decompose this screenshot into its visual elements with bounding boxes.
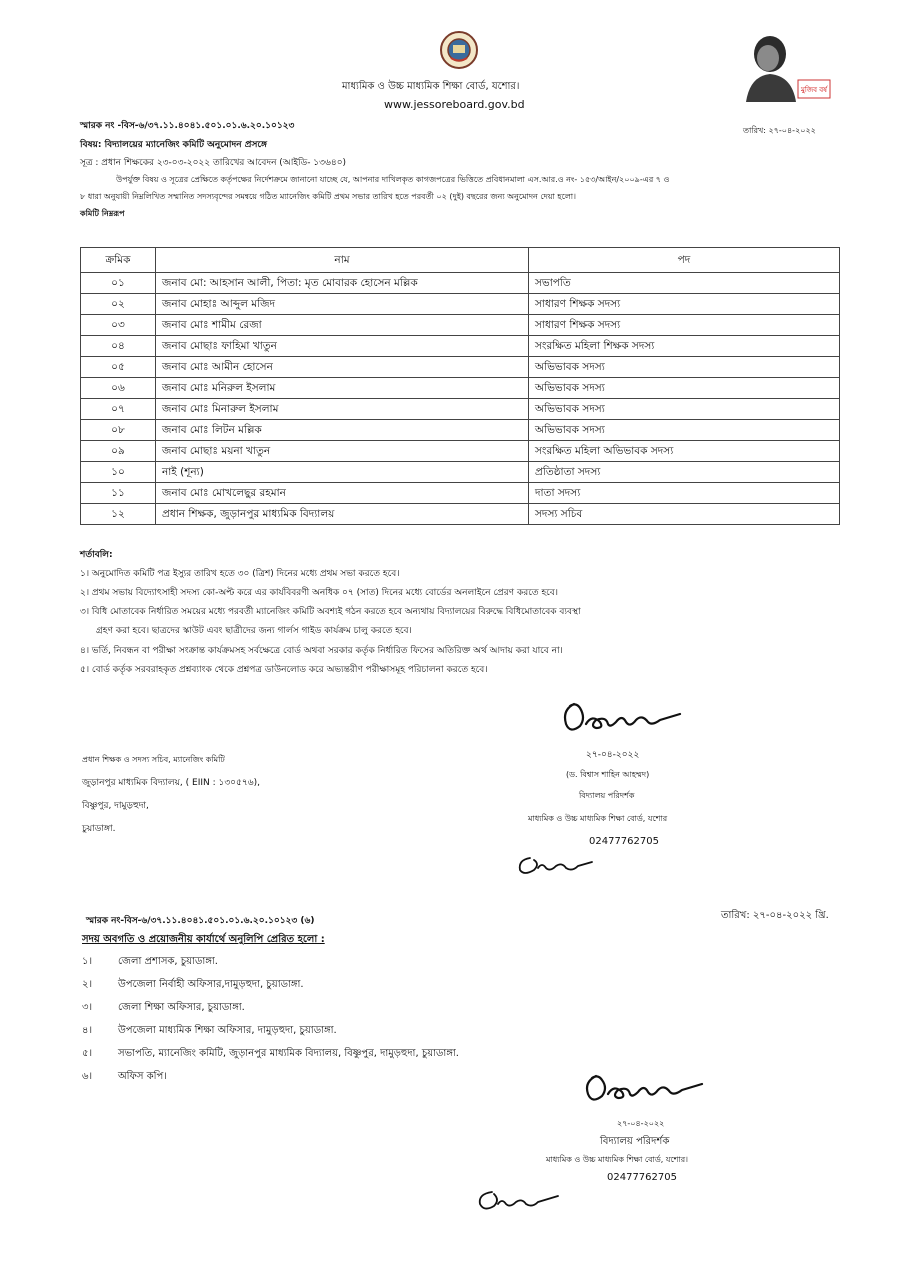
- memo-subject: বিষয়: বিদ্যালয়ের ম্যানেজিং কমিটি অনুমোদন প্রসঙ্গে: [80, 140, 268, 150]
- copy-list-item: ৬। অফিস কপি।: [82, 1071, 167, 1082]
- serial-cell: ০৫: [81, 357, 156, 378]
- table-row: [81, 294, 840, 315]
- member-name-cell: জনাব মোছাঃ ময়না খাতুন: [156, 441, 529, 462]
- serial-cell: ১০: [81, 462, 156, 483]
- condition-item: ১। অনুমোদিত কমিটি পত্র ইস্যুর তারিখ হতে ৩০ (ত্রিশ) দিনের মধ্যে প্রথম সভা করতে হবে।: [80, 569, 400, 579]
- copy-list-item: ২। উপজেলা নির্বাহী অফিসার,দামুড়হুদা, চুয়াডাঙ্গা.: [82, 979, 304, 990]
- member-position-cell: অভিভাবক সদস্য: [529, 357, 840, 378]
- serial-cell: ০৬: [81, 378, 156, 399]
- memo-source: সূত্র : প্রধান শিক্ষকের ২৩-০৩-২০২২ তারিখের আবেদন (আইডি- ১৩৬৪০): [80, 158, 347, 168]
- member-name-cell: নাই (শূন্য): [156, 462, 529, 483]
- member-position-cell: অভিভাবক সদস্য: [529, 420, 840, 441]
- member-name-cell: জনাব মোঃ মনিরুল ইসলাম: [156, 378, 529, 399]
- memo-date: তারিখ: ২৭-০৪-২০২২: [743, 126, 816, 135]
- table-header-row: [81, 248, 840, 273]
- table-row: [81, 336, 840, 357]
- conditions-heading: শর্তাবলি:: [80, 550, 113, 560]
- svg-text:মুজিব বর্ষ: মুজিব বর্ষ: [800, 86, 828, 94]
- member-name-cell: জনাব মোঃ মোখলেছুর রহমান: [156, 483, 529, 504]
- member-name-cell: জনাব মোঃ লিটন মল্লিক: [156, 420, 529, 441]
- member-position-cell: সংরক্ষিত মহিলা শিক্ষক সদস্য: [529, 336, 840, 357]
- table-row: [81, 357, 840, 378]
- condition-item: ৩। বিধি মোতাবেক নির্ধারিত সময়ের মধ্যে পরবর্তী ম্যানেজিং কমিটি অবশ্যই গঠন করতে হবে অন্যথায় বিদ্যালয়ের বিরুদ্ধে বিধিমোতাবেক ব্যবস্থা: [80, 607, 581, 617]
- initial-signature-image: [512, 848, 596, 878]
- column-header-name: নাম: [156, 248, 529, 273]
- memo-body-line-1: উপর্যুক্ত বিষয় ও সূত্রের প্রেক্ষিতে কর্তৃপক্ষের নির্দেশক্রমে জানানো যাচ্ছে যে, আপনার দাখিলকৃত কাগজপত্রের ভিত্তিতে প্রবিধানমালা এস.আর.ও নং- ১৫৩/আইন/২০০৯-এর ৭ ও: [116, 175, 670, 184]
- committee-heading: কমিটি নিম্নরূপ: [80, 209, 125, 218]
- signatory-phone: 02477762705: [607, 1172, 677, 1183]
- member-name-cell: জনাব মোঃ আমীন হোসেন: [156, 357, 529, 378]
- addressee-line: চুয়াডাঙ্গা.: [82, 824, 116, 834]
- member-name-cell: জনাব মোহাঃ আব্দুল মজিদ: [156, 294, 529, 315]
- table-row: [81, 399, 840, 420]
- serial-cell: ০৩: [81, 315, 156, 336]
- member-name-cell: জনাব মো: আহসান আলী, পিতা: মৃত মোবারক হোসেন মল্লিক: [156, 273, 529, 294]
- member-name-cell: জনাব মোছাঃ ফাহিমা খাতুন: [156, 336, 529, 357]
- copy-list-item: ১। জেলা প্রশাসক, চুয়াডাঙ্গা.: [82, 956, 218, 967]
- member-position-cell: অভিভাবক সদস্য: [529, 378, 840, 399]
- member-position-cell: সাধারণ শিক্ষক সদস্য: [529, 294, 840, 315]
- addressee-line: জুড়ানপুর মাধ্যমিক বিদ্যালয়, ( EIIN : ১৩০৫৭৬),: [82, 778, 260, 788]
- serial-cell: ০২: [81, 294, 156, 315]
- serial-cell: ০৪: [81, 336, 156, 357]
- serial-cell: ০৭: [81, 399, 156, 420]
- table-row: [81, 420, 840, 441]
- serial-cell: ১১: [81, 483, 156, 504]
- serial-cell: ০৯: [81, 441, 156, 462]
- table-row: [81, 504, 840, 525]
- signatory-date: ২৭-০৪-২০২২: [617, 1119, 665, 1128]
- table-row: [81, 462, 840, 483]
- signatory-date: ২৭-০৪-২০২২: [586, 750, 640, 760]
- member-position-cell: অভিভাবক সদস্য: [529, 399, 840, 420]
- copy-list-item: ৪। উপজেলা মাধ্যমিক শিক্ষা অফিসার, দামুড়হুদা, চুয়াডাঙ্গা.: [82, 1025, 337, 1036]
- table-row: [81, 441, 840, 462]
- committee-table: [80, 247, 840, 525]
- board-name: মাধ্যমিক ও উচ্চ মাধ্যমিক শিক্ষা বোর্ড, যশোর।: [342, 81, 520, 92]
- condition-item: ৫। বোর্ড কর্তৃক সরবরাহকৃত প্রশ্নব্যাংক থেকে প্রশ্নপত্র ডাউনলোড করে অভ্যন্তরীণ পরীক্ষাসমূহ পরিচালনা করতে হবে।: [80, 665, 488, 675]
- column-header-position: পদ: [529, 248, 840, 273]
- column-header-serial: ক্রমিক: [81, 248, 156, 273]
- signature-image: [556, 696, 686, 738]
- table-row: [81, 378, 840, 399]
- member-position-cell: সংরক্ষিত মহিলা অভিভাবক সদস্য: [529, 441, 840, 462]
- member-position-cell: প্রতিষ্ঠাতা সদস্য: [529, 462, 840, 483]
- signatory-name: (ড. বিশ্বাস শাহিন আহম্মদ): [566, 770, 650, 779]
- member-position-cell: সদস্য সচিব: [529, 504, 840, 525]
- signature-image: [578, 1068, 708, 1108]
- initial-signature-image: [472, 1184, 562, 1214]
- condition-item: ৪। ভর্তি, নিবন্ধন বা পরীক্ষা সংক্রান্ত কার্যক্রমসহ সর্বক্ষেত্রে বোর্ড অথবা সরকার কর্তৃক নির্ধারিত ফিসের অতিরিক্ত অর্থ আদায় করা যাবে না।: [80, 646, 563, 656]
- signatory-title: বিদ্যালয় পরিদর্শক: [579, 791, 635, 800]
- serial-cell: ১২: [81, 504, 156, 525]
- copy-list-item: ৫। সভাপতি, ম্যানেজিং কমিটি, জুড়ানপুর মাধ্যমিক বিদ্যালয়, বিষ্ণুপুর, দামুড়হুদা, চুয়াডাঙ্গা.: [82, 1048, 459, 1059]
- member-position-cell: সভাপতি: [529, 273, 840, 294]
- memo-body-line-2: ৮ ধারা অনুযায়ী নিম্নলিখিত সম্মানিত সদস্যবৃন্দের সমন্বয়ে গঠিত ম্যানেজিং কমিটি প্রথম সভার তারিখ হতে পরবর্তী ০২ (দুই) বছরের জন্য অনুমোদন দেয়া হলো।: [80, 192, 576, 201]
- serial-cell: ০৮: [81, 420, 156, 441]
- serial-cell: ০১: [81, 273, 156, 294]
- addressee-line: বিষ্ণুপুর, দামুড়হুদা,: [82, 801, 149, 811]
- condition-item-continued: গ্রহণ করা হবে। ছাত্রদের স্কাউট এবং ছাত্রীদের জন্য গার্লস গাইড কার্যক্রম চালু করতে হবে।: [96, 626, 412, 636]
- board-logo: [439, 30, 479, 70]
- member-name-cell: জনাব মোঃ শামীম রেজা: [156, 315, 529, 336]
- signatory-phone: 02477762705: [589, 836, 659, 847]
- member-name-cell: জনাব মোঃ মিনারুল ইসলাম: [156, 399, 529, 420]
- memo-reference: স্মারক নং -বিস-৬/৩৭.১১.৪০৪১.৫০১.০১.৬.২০.১০১২৩: [80, 121, 295, 131]
- signatory-office: মাধ্যমিক ও উচ্চ মাধ্যমিক শিক্ষা বোর্ড, যশোর: [528, 814, 668, 823]
- signatory-office: মাধ্যমিক ও উচ্চ মাধ্যমিক শিক্ষা বোর্ড, যশোর।: [546, 1155, 688, 1164]
- copy-list-item: ৩। জেলা শিক্ষা অফিসার, চুয়াডাঙ্গা.: [82, 1002, 245, 1013]
- table-row: [81, 273, 840, 294]
- leader-portrait-image: [740, 28, 832, 102]
- copy-date: তারিখ: ২৭-০৪-২০২২ খ্রি.: [721, 910, 829, 921]
- copy-heading: সদয় অবগতি ও প্রয়োজনীয় কার্যার্থে অনুলিপি প্রেরিত হলো :: [82, 934, 325, 945]
- member-position-cell: সাধারণ শিক্ষক সদস্য: [529, 315, 840, 336]
- addressee-line: প্রধান শিক্ষক ও সদস্য সচিব, ম্যানেজিং কমিটি: [82, 755, 225, 764]
- member-position-cell: দাতা সদস্য: [529, 483, 840, 504]
- condition-item: ২। প্রথম সভায় বিদ্যোৎসাহী সদস্য কো-অপ্ট করে এর কার্যবিবরণী অনধিক ০৭ (সাত) দিনের মধ্যে বোর্ডের অনলাইনে প্রেরণ করতে হবে।: [80, 588, 559, 598]
- table-row: [81, 483, 840, 504]
- board-website: www.jessoreboard.gov.bd: [384, 98, 525, 111]
- table-row: [81, 315, 840, 336]
- signatory-title: বিদ্যালয় পরিদর্শক: [600, 1136, 670, 1147]
- member-name-cell: প্রধান শিক্ষক, জুড়ানপুর মাধ্যমিক বিদ্যালয়: [156, 504, 529, 525]
- copy-reference: স্মারক নং-বিস-৬/৩৭.১১.৪০৪১.৫০১.০১.৬.২০.১০১২৩ (৬): [86, 916, 315, 926]
